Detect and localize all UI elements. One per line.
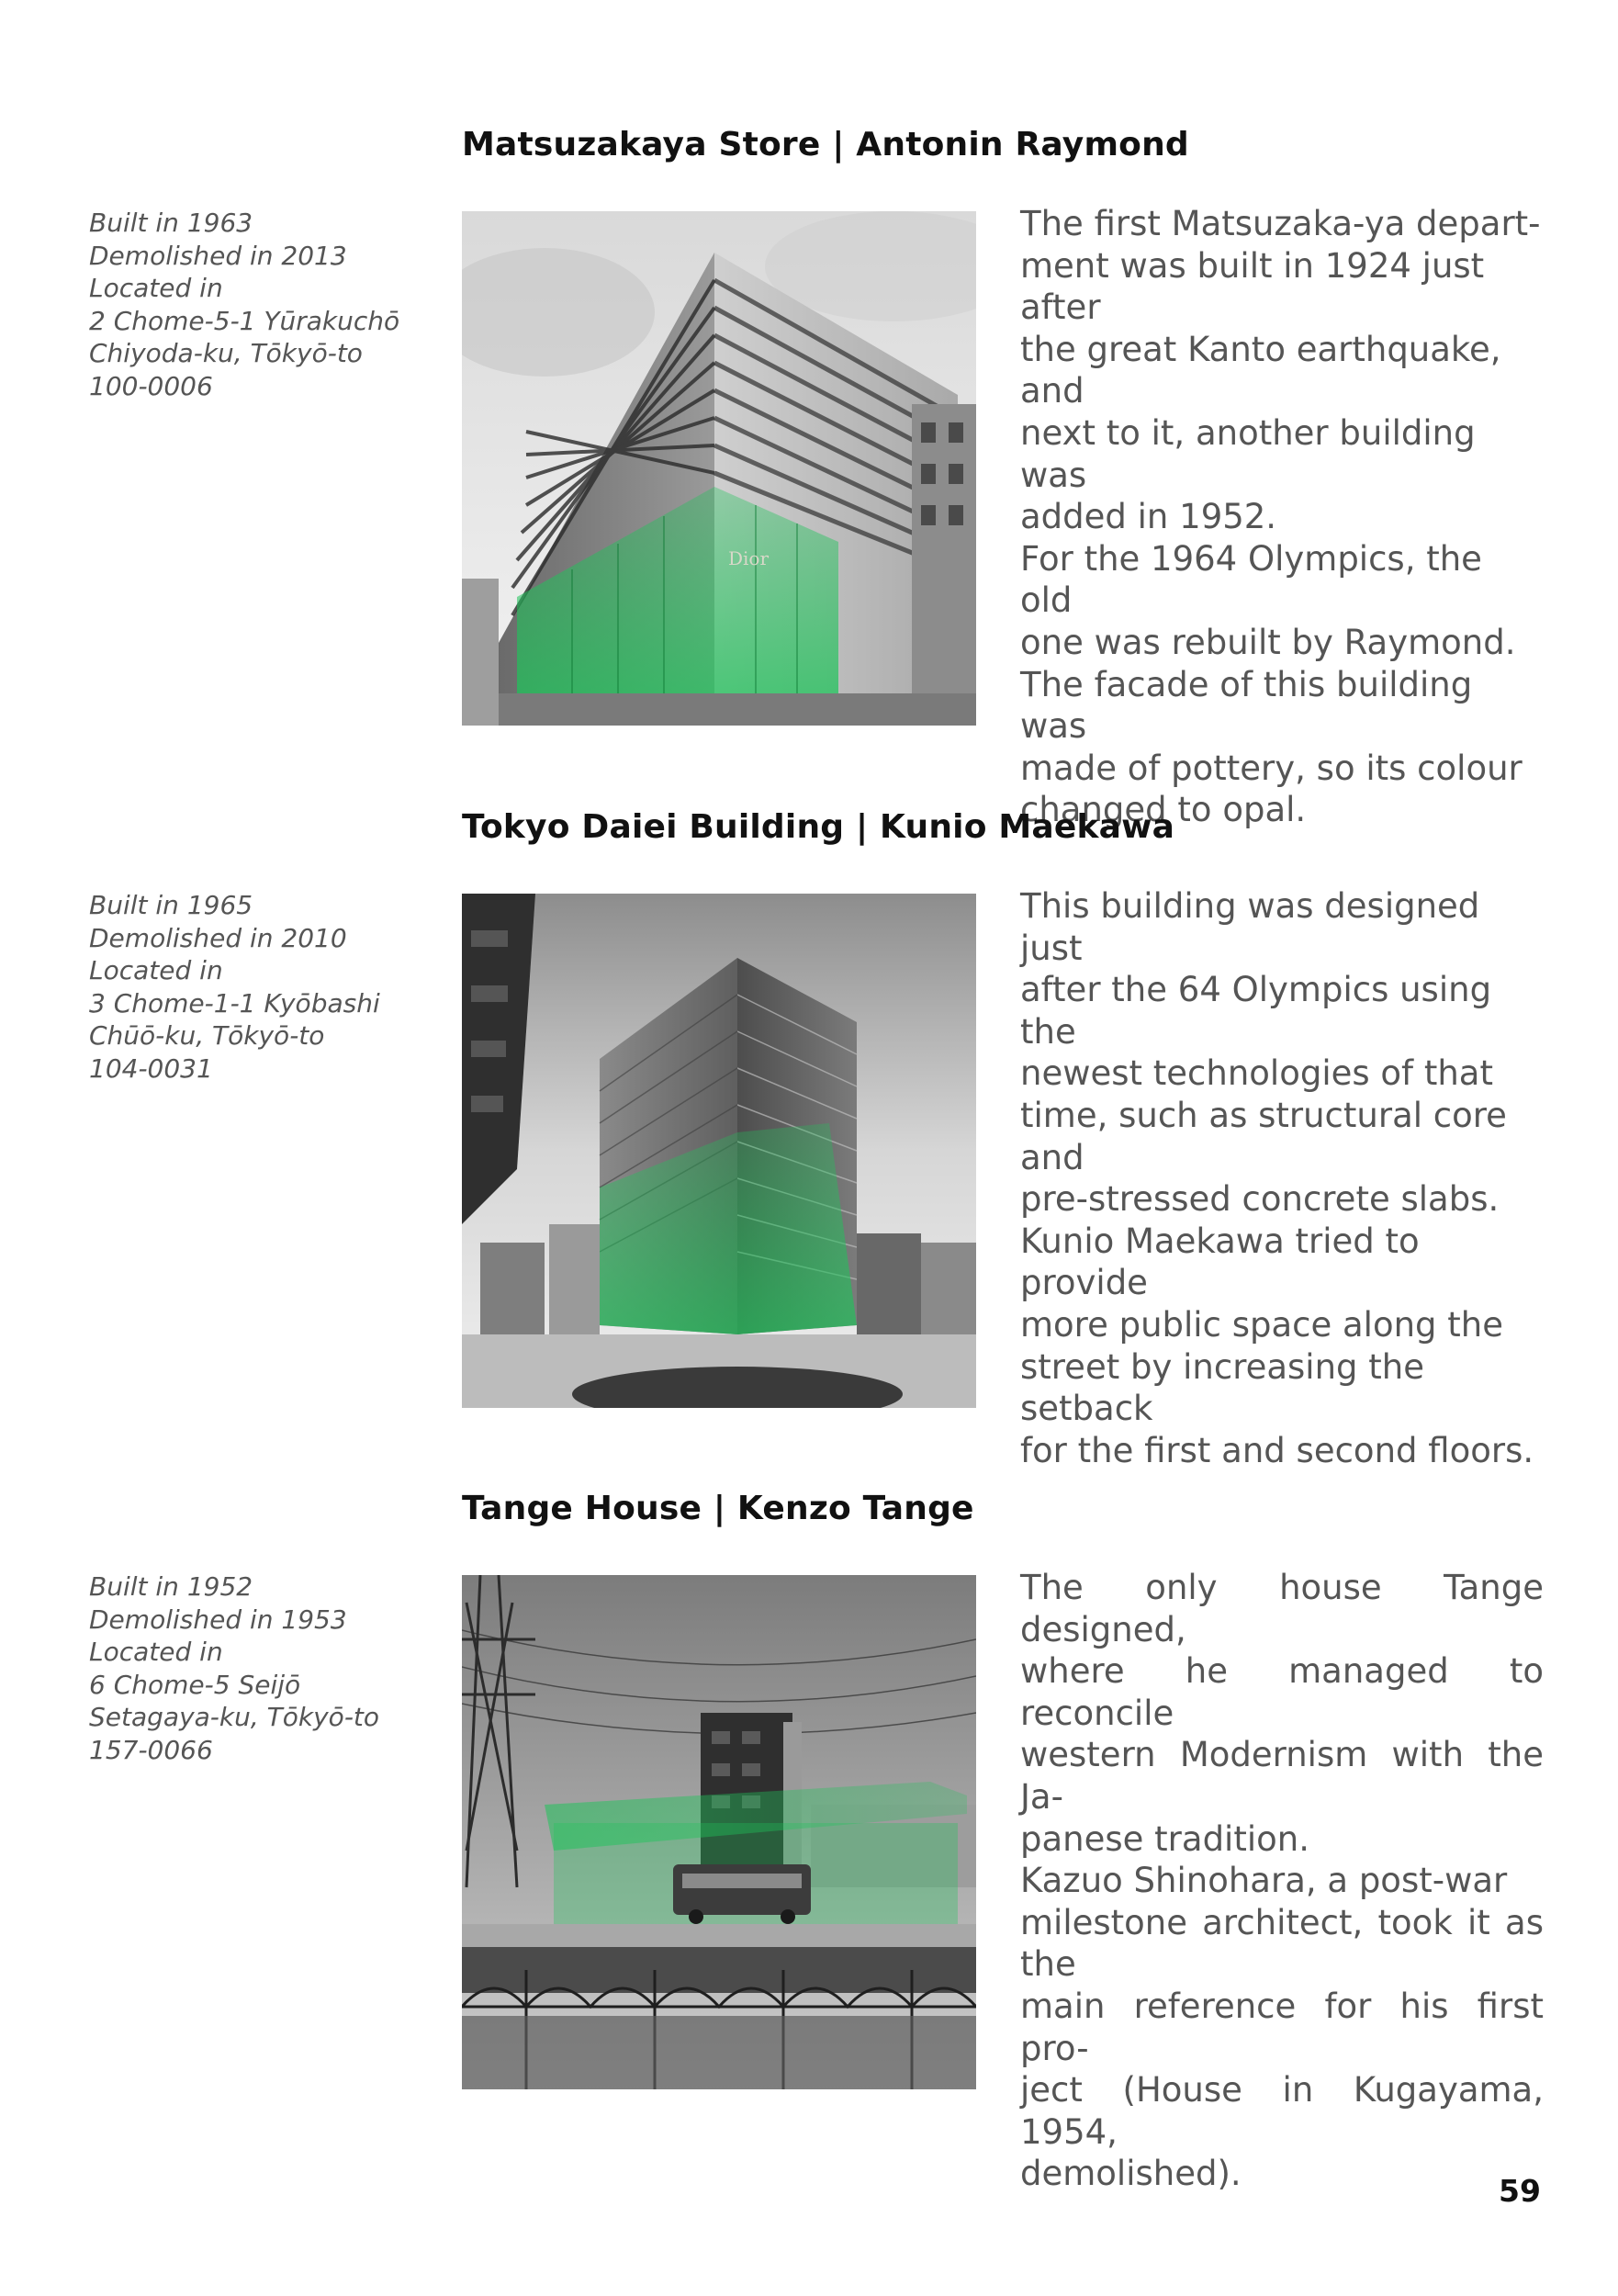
meta-built: Built in 1965 (89, 890, 253, 920)
meta-postcode: 104-0031 (89, 1052, 213, 1084)
page-number: 59 (1499, 2173, 1541, 2209)
desc-line: made of pottery, so its colour (1020, 748, 1522, 788)
entry-description (1020, 885, 1544, 1471)
meta-ward: Chiyoda-ku, Tōkyō-to (89, 338, 363, 368)
meta-ward: Chūō-ku, Tōkyō-to (89, 1020, 325, 1051)
building-photo (462, 211, 976, 726)
desc-line: For the 1964 Olympics, the old (1020, 538, 1482, 621)
desc-line: Kunio Maekawa tried to provide (1020, 1221, 1420, 1303)
desc-line: panese tradition. (1020, 1818, 1309, 1859)
desc-line: the great Kanto earthquake, and (1020, 329, 1501, 411)
entry-tokyo-daiei (0, 808, 1618, 1469)
desc-line: The facade of this building was (1020, 664, 1473, 747)
desc-line: This building was designed just (1020, 886, 1480, 968)
meta-demolished: Demolished in 2010 (89, 922, 347, 953)
desc-line: where he managed to reconcile (1020, 1651, 1544, 1733)
meta-located: Located in (89, 955, 223, 985)
desc-line: demolished). (1020, 2154, 1242, 2194)
desc-line: pre-stressed concrete slabs. (1020, 1179, 1500, 1220)
meta-built: Built in 1952 (89, 1571, 253, 1602)
dior-sign: Dior (728, 547, 770, 569)
desc-line: ject (House in Kugayama, 1954, (1020, 2070, 1544, 2152)
desc-line: newest technologies of that (1020, 1053, 1493, 1094)
meta-located: Located in (89, 273, 223, 303)
meta-built: Built in 1963 (89, 208, 253, 238)
desc-line: main reference for his first pro- (1020, 1986, 1544, 2068)
matsuzakaya-photo-illustration (462, 211, 976, 726)
meta-address: 2 Chome-5-1 Yūrakuchō (89, 305, 400, 336)
desc-line: The only house Tange designed, (1020, 1568, 1544, 1649)
entry-meta (89, 889, 438, 1085)
desc-line: added in 1952. (1020, 497, 1277, 537)
meta-ward: Setagaya-ku, Tōkyō-to (89, 1702, 380, 1732)
desc-line: one was rebuilt by Raymond. (1020, 622, 1516, 662)
meta-demolished: Demolished in 1953 (89, 1604, 347, 1635)
meta-address: 3 Chome-1-1 Kyōbashi (89, 987, 380, 1019)
desc-line: The first Matsuzaka-ya depart- (1020, 204, 1541, 243)
entry-meta (89, 207, 438, 402)
entry-meta (89, 1570, 438, 1766)
desc-line: time, such as structural core and (1020, 1095, 1507, 1177)
desc-line: milestone architect, took it as the (1020, 1902, 1544, 1985)
desc-line: next to it, another building was (1020, 412, 1476, 495)
desc-line: ment was built in 1924 just after (1020, 245, 1485, 328)
building-photo (462, 894, 976, 1408)
meta-address: 6 Chome-5 Seijō (89, 1669, 301, 1700)
entry-description (1020, 1567, 1544, 2195)
desc-line: Kazuo Shinohara, a post-war (1020, 1861, 1508, 1901)
desc-line: for the first and second floors. (1020, 1430, 1534, 1470)
entry-title: Tokyo Daiei Building | Kunio Maekawa (462, 808, 1175, 846)
desc-line: after the 64 Olympics using the (1020, 970, 1492, 1052)
entry-description (1020, 203, 1544, 831)
tokyo-daiei-photo-illustration (462, 894, 976, 1408)
desc-line: western Modernism with the Ja- (1020, 1735, 1544, 1817)
meta-located: Located in (89, 1637, 223, 1667)
building-photo (462, 1575, 976, 2089)
desc-line: changed to opal. (1020, 790, 1307, 830)
desc-line: street by increasing the setback (1020, 1346, 1425, 1429)
meta-postcode: 100-0006 (89, 370, 213, 401)
desc-line: more public space along the (1020, 1304, 1504, 1345)
meta-demolished: Demolished in 2013 (89, 240, 347, 271)
tange-house-photo-illustration (462, 1575, 976, 2089)
entry-title: Matsuzakaya Store | Antonin Raymond (462, 126, 1189, 163)
meta-postcode: 157-0066 (89, 1734, 213, 1765)
entry-title: Tange House | Kenzo Tange (462, 1490, 974, 1527)
